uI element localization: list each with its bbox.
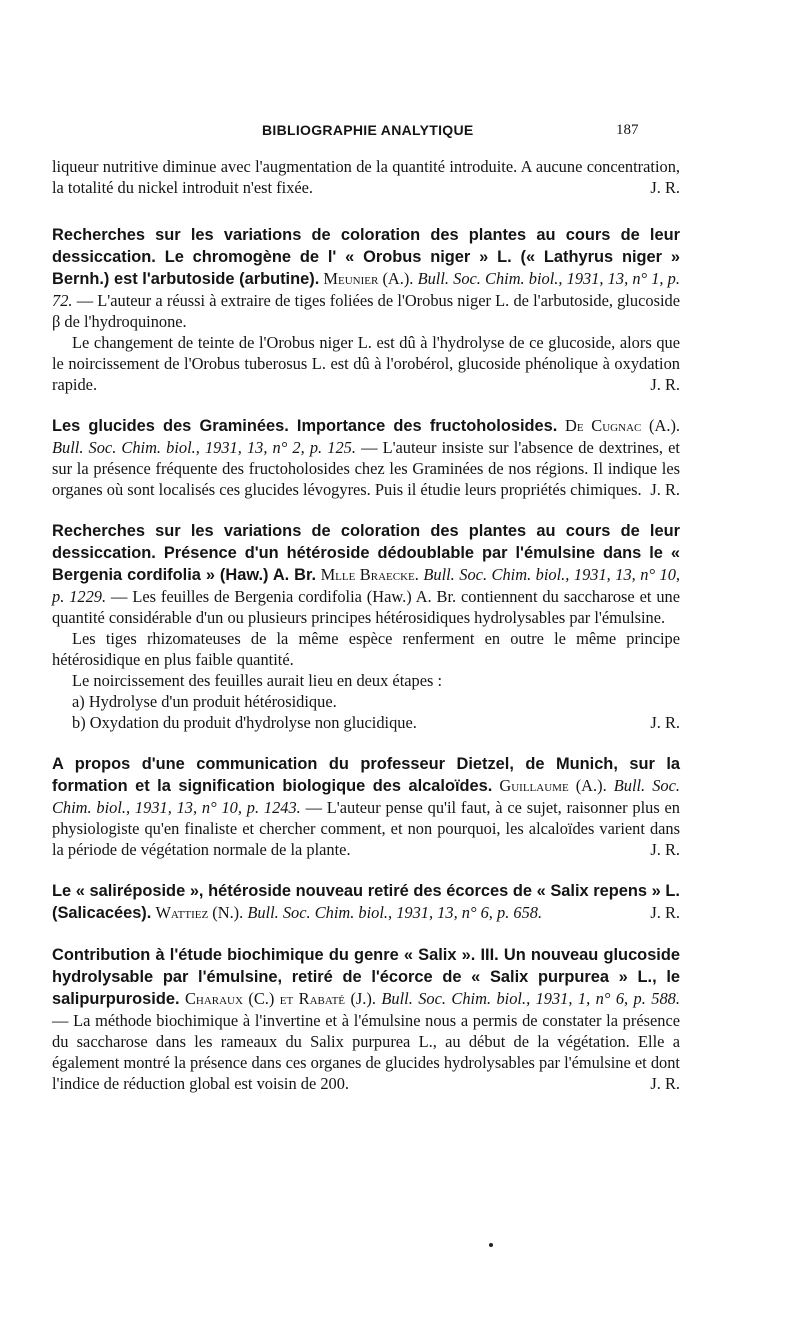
entry-text: Les tiges rhizomateuses de la même espèce renferment en outre le même principe hétérosidique en plus faible quantité. bbox=[52, 629, 680, 669]
entry-title: Les glucides des Graminées. Importance des fructoholosides. bbox=[52, 417, 558, 435]
initials: J. R. bbox=[650, 375, 680, 394]
running-header bbox=[0, 122, 800, 146]
entry-text: Le noircissement des feuilles aurait lieu en deux étapes : bbox=[72, 671, 443, 690]
entry-paragraph bbox=[52, 520, 680, 628]
entry-title: Le « saliréposide », hétéroside nouveau retiré des écorces de « Salix repens » L. (Salicacées). bbox=[52, 882, 680, 922]
bibliography-entry bbox=[52, 224, 680, 395]
bibliography-entry bbox=[52, 415, 680, 500]
entry-title: Recherches sur les variations de coloration des plantes au cours de leur dessiccation. Présence d'un hétéroside dédoublable par l'émulsine dans le « Bergenia cordifolia » (Haw.) A. Br. bbox=[52, 522, 680, 584]
entry-paragraph bbox=[52, 670, 680, 691]
list-item bbox=[52, 691, 680, 712]
running-title: BIBLIOGRAPHIE ANALYTIQUE bbox=[262, 122, 474, 138]
initials: J. R. bbox=[650, 1074, 680, 1093]
entry-text: Le changement de teinte de l'Orobus niger L. est dû à l'hydrolyse de ce glucoside, alors que le noircissement de l'Orobus tuberosus L. est dû à l'orobérol, glucoside phénolique à oxydation rapide. bbox=[52, 333, 680, 394]
entry-citation: Bull. Soc. Chim. biol., 1931, 1, n° 6, p. 588. bbox=[381, 989, 680, 1008]
initials: J. R. bbox=[650, 178, 680, 197]
entry-title: Contribution à l'étude biochimique du genre « Salix ». III. Un nouveau glucoside hydrolysable par l'émulsine, retiré de l'écorce de « Salix purpurea » L., le salipurpuroside. bbox=[52, 946, 680, 1008]
entry-title: Recherches sur les variations de coloration des plantes au cours de leur dessiccation. Le chromogène de l' « Orobus niger » L. (« Lathyrus niger » Bernh.) est l'arbutoside (arbutine). bbox=[52, 226, 680, 288]
list-item-b: b) Oxydation du produit d'hydrolyse non glucidique. bbox=[72, 713, 417, 732]
entry-paragraph bbox=[52, 944, 680, 1094]
entry-paragraph bbox=[52, 753, 680, 860]
entry-citation: Bull. Soc. Chim. biol., 1931, 13, n° 6, p. 658. bbox=[247, 903, 543, 922]
entry-author: Meunier (A.). bbox=[323, 269, 414, 288]
entry-abstract: — L'auteur insiste sur l'absence de dextrines, et sur la présence fréquente des fructoholosides chez les Graminées de nos régions. Il indique les organes où sont localisés ces glucides lévogyres. Puis il étudie leurs propriétés chimiques. bbox=[52, 438, 680, 499]
bibliography-entry bbox=[52, 520, 680, 733]
entry-author: Charaux (C.) et Rabaté (J.). bbox=[184, 989, 376, 1008]
initials: J. R. bbox=[650, 903, 680, 922]
entry-author: Mlle Braecke. bbox=[320, 565, 419, 584]
continuation-paragraph bbox=[52, 156, 680, 198]
entry-title: A propos d'une communication du professeur Dietzel, de Munich, sur la formation et la signification biologique des alcaloïdes. bbox=[52, 755, 680, 795]
entry-author: Guillaume (A.). bbox=[499, 776, 607, 795]
entry-citation: Bull. Soc. Chim. biol., 1931, 13, n° 1, p. 72. bbox=[52, 269, 680, 310]
list-item bbox=[52, 712, 680, 733]
initials: J. R. bbox=[650, 840, 680, 859]
entry-author: Wattiez (N.). bbox=[155, 903, 244, 922]
entry-author: De Cugnac (A.). bbox=[565, 416, 681, 435]
entry-abstract: — L'auteur pense qu'il faut, à ce sujet, raisonner plus en physiologiste qu'en finaliste et chercher comment, et non pourquoi, les alcaloïdes varient dans la période de végétation normale de la plante. bbox=[52, 798, 680, 859]
bibliography-entry bbox=[52, 753, 680, 860]
page-mark-dot bbox=[489, 1243, 493, 1247]
bibliography-entry bbox=[52, 880, 680, 924]
entry-paragraph bbox=[52, 224, 680, 332]
entry-paragraph bbox=[52, 880, 680, 924]
entry-paragraph bbox=[52, 415, 680, 500]
entry-abstract: — Les feuilles de Bergenia cordifolia (Haw.) A. Br. contiennent du saccharose et une quantité considérable d'un ou plusieurs principes hétérosidiques hydrolysables par l'émulsine. bbox=[52, 587, 680, 627]
list-item-a: a) Hydrolyse d'un produit hétérosidique. bbox=[72, 692, 337, 711]
entry-citation: Bull. Soc. Chim. biol., 1931, 13, n° 10, p. 1229. bbox=[52, 565, 680, 606]
page-number: 187 bbox=[616, 122, 639, 138]
continuation-text: liqueur nutritive diminue avec l'augmentation de la quantité introduite. A aucune concentration, la totalité du nickel introduit n'est fixée. bbox=[52, 157, 680, 197]
entry-citation: Bull. Soc. Chim. biol., 1931, 13, n° 10, p. 1243. bbox=[52, 776, 680, 817]
initials: J. R. bbox=[650, 480, 680, 499]
page-body bbox=[52, 156, 680, 1094]
entry-citation: Bull. Soc. Chim. biol., 1931, 13, n° 2, p. 125. bbox=[52, 438, 356, 457]
bibliography-entry bbox=[52, 944, 680, 1094]
initials: J. R. bbox=[650, 713, 680, 732]
entry-abstract: — La méthode biochimique à l'invertine et à l'émulsine nous a permis de constater la présence du saccharose dans les rameaux du Salix purpurea L., au début de la végétation. Elle a également montré la présence dans ces organes de glucides hydrolysables par l'émulsine et dont l'indice de réduction global est voisin de 200. bbox=[52, 1011, 680, 1093]
entry-paragraph bbox=[52, 332, 680, 395]
entry-abstract: — L'auteur a réussi à extraire de tiges foliées de l'Orobus niger L. de l'arbutoside, glucoside β de l'hydroquinone. bbox=[52, 291, 680, 331]
entry-paragraph bbox=[52, 628, 680, 670]
